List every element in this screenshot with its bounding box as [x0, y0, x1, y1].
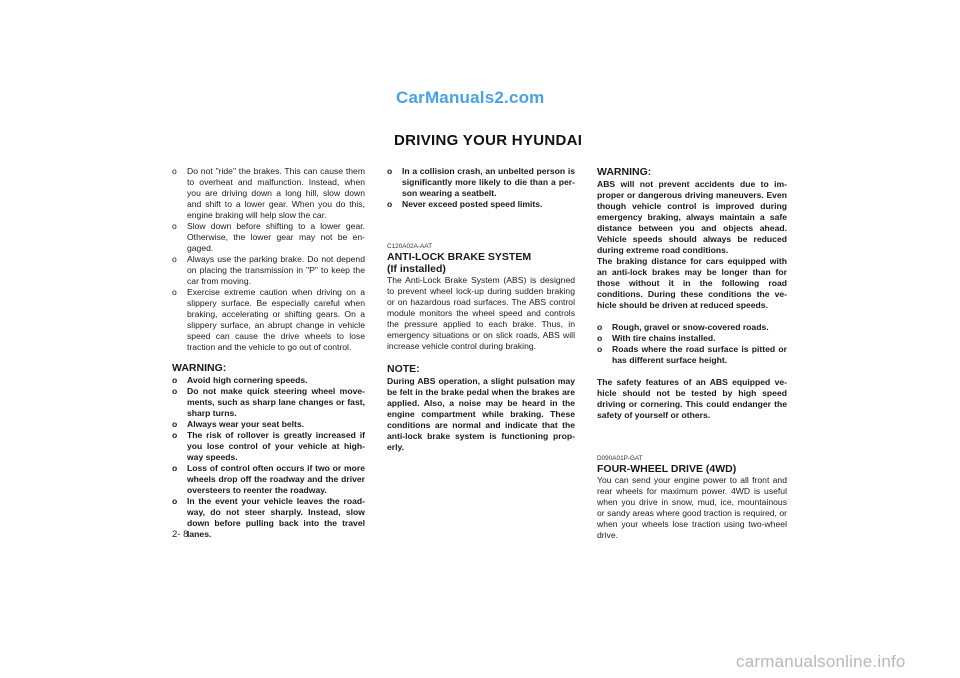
condition-list-item	[597, 333, 787, 344]
page-number: 2- 8	[172, 529, 189, 540]
column-left	[172, 166, 365, 540]
warning-list-item	[172, 430, 365, 463]
section-code: C120A02A-AAT	[387, 243, 432, 250]
bullet-marker: o	[172, 166, 177, 176]
warning-body: ABS will not prevent accidents due to im-proper or dangerous driving maneuvers. Even though vehicle control is improved during emergency braking, always maintain a safe distance between you and objects ahead. Vehicle speeds should always be reduced during extreme road conditions.	[597, 179, 787, 255]
list-item-text: In the event your vehicle leaves the road-way, do not steer sharply. Instead, slow down before pulling back into the travel lanes.	[187, 496, 365, 539]
bullet-marker: o	[172, 254, 177, 264]
warning-body-braking: The braking distance for cars equipped with an anti-lock brakes may be longer than for those without it in the following road conditions. During these conditions the ve-hicle should be driven at reduced speeds.	[597, 256, 787, 310]
list-item	[172, 287, 365, 353]
warning-list-item	[172, 496, 365, 540]
bullet-marker: o	[387, 166, 393, 176]
bullet-marker: o	[172, 419, 178, 429]
list-item	[172, 166, 365, 221]
bullet-marker: o	[172, 386, 178, 396]
warning-list-item	[172, 463, 365, 496]
section-body: The Anti-Lock Brake System (ABS) is designed to prevent wheel lock-up during sudden braking or on hazardous road surfaces. The ABS control module monitors the wheel speed and controls the pressure applied to each brake. Thus, in emergency situations or on slick roads, ABS will increase vehicle control during braking.	[387, 275, 575, 351]
list-item	[172, 254, 365, 287]
section-code: D090A01P-GAT	[597, 455, 643, 462]
safety-body: The safety features of an ABS equipped ve-hicle should not be tested by high speed driving or cornering. This could endanger the safety of yourself or others.	[597, 377, 787, 420]
warning-list-item	[172, 375, 365, 386]
section-title: ANTI-LOCK BRAKE SYSTEM	[387, 251, 532, 263]
list-item-text: Always wear your seat belts.	[187, 419, 305, 429]
list-item-text: Do not "ride" the brakes. This can cause them to overheat and malfunction. Instead, when you are driving down a long hill, slow down and shift to a lower gear. When you do this, engine braking will help slow the car.	[187, 166, 365, 220]
bullet-marker: o	[172, 430, 178, 440]
list-item-text: Roads where the road surface is pitted or has different surface height.	[612, 344, 787, 365]
list-item-text: In a collision crash, an unbelted person is significantly more likely to die than a per-son wearing a seatbelt.	[402, 166, 575, 198]
list-item-text: Slow down before shifting to a lower gear. Otherwise, the lower gear may not be en-gaged.	[187, 221, 365, 253]
bullet-marker: o	[172, 375, 178, 385]
warning-list-item	[387, 199, 575, 210]
list-item-text: Loss of control often occurs if two or more wheels drop off the roadway and the driver oversteers to reenter the roadway.	[187, 463, 365, 495]
bullet-marker: o	[172, 496, 178, 506]
bullet-marker: o	[597, 322, 603, 332]
bullet-marker: o	[172, 221, 177, 231]
column-right	[597, 166, 787, 541]
warning-list-item	[387, 166, 575, 199]
bullet-marker: o	[597, 344, 603, 354]
condition-list-item	[597, 322, 787, 333]
warning-heading: WARNING:	[172, 362, 227, 374]
list-item-text: Do not make quick steering wheel move-ments, such as sharp lane changes or fast, sharp turns.	[187, 386, 365, 418]
section-body: You can send your engine power to all front and rear wheels for maximum power. 4WD is useful when you drive in snow, mud, ice, mountainous or sandy areas where good traction is required, or when your wheels lose traction using two-wheel drive.	[597, 475, 787, 540]
warning-heading: WARNING:	[597, 166, 652, 178]
list-item	[172, 221, 365, 254]
bullet-marker: o	[172, 463, 178, 473]
list-item-text: The risk of rollover is greatly increased if you lose control of your vehicle at high-way speeds.	[187, 430, 365, 462]
list-item-text: Avoid high cornering speeds.	[187, 375, 308, 385]
column-middle	[387, 166, 575, 453]
watermark-logo-bottom: carmanualsonline.info	[736, 652, 906, 671]
bullet-marker: o	[172, 287, 177, 297]
bullet-marker: o	[387, 199, 393, 209]
section-title: FOUR-WHEEL DRIVE (4WD)	[597, 463, 737, 475]
bullet-marker: o	[597, 333, 603, 343]
watermark-logo-top: CarManuals2.com	[396, 88, 545, 107]
list-item-text: Always use the parking brake. Do not depend on placing the transmission in "P" to keep the car from moving.	[187, 254, 365, 286]
warning-list-item	[172, 419, 365, 430]
warning-list-item	[172, 386, 365, 419]
page-header-title: DRIVING YOUR HYUNDAI	[394, 132, 583, 149]
list-item-text: Exercise extreme caution when driving on a slippery surface. Be especially careful when braking, accelerating or shifting gears. On a slippery surface, an abrupt change in vehicle speed can cause the drive wheels to lose traction and the vehicle to go out of control.	[187, 287, 365, 352]
list-item-text: Never exceed posted speed limits.	[402, 199, 543, 209]
list-item-text: Rough, gravel or snow-covered roads.	[612, 322, 769, 332]
condition-list-item	[597, 344, 787, 366]
section-subtitle: (If installed)	[387, 263, 446, 275]
list-item-text: With tire chains installed.	[612, 333, 716, 343]
note-heading: NOTE:	[387, 363, 420, 375]
note-body: During ABS operation, a slight pulsation may be felt in the brake pedal when the brakes are applied. Also, a noise may be heard in the engine compartment while braking. These conditions are normal and indicate that the anti-lock brake system is functioning prop-erly.	[387, 376, 575, 452]
